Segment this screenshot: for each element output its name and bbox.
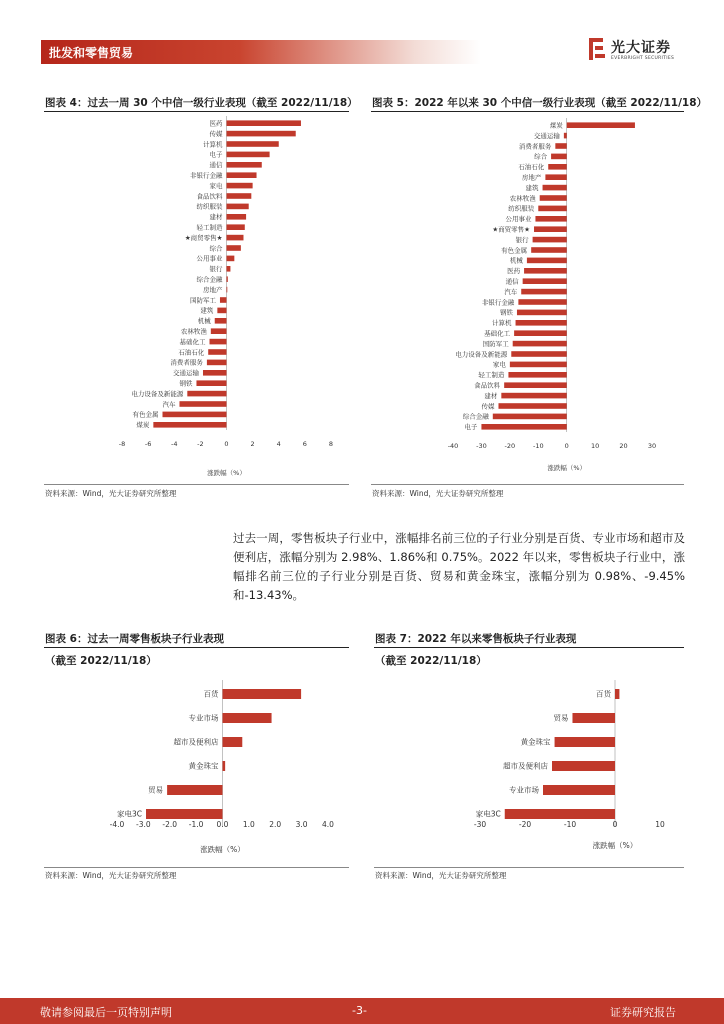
fig5-bar	[510, 362, 567, 368]
fig6-rule	[44, 647, 349, 648]
fig6-source: 资料来源：Wind，光大证券研究所整理	[45, 871, 177, 880]
fig4-bar	[227, 276, 228, 282]
fig5-tick-label: -10	[532, 442, 544, 450]
fig6-category-label: 黄金珠宝	[188, 761, 219, 771]
fig5-bar	[535, 216, 566, 222]
brand-name: 光大证券	[611, 40, 671, 56]
fig4-bar	[207, 360, 227, 366]
fig4-category-label: 非银行金融	[190, 171, 223, 180]
fig6-category-label: 百货	[203, 689, 219, 699]
fig4-tick-label: -2	[197, 440, 204, 448]
fig4-category-label: 钢铁	[179, 379, 193, 388]
fig4-category-label: 建筑	[200, 306, 214, 315]
fig7-rule	[374, 647, 684, 648]
fig6-bar	[223, 737, 243, 747]
fig4-bar	[227, 256, 235, 262]
fig5-bar	[508, 372, 566, 378]
section-title: 批发和零售贸易	[49, 46, 134, 60]
fig6-x-axis-label: 涨跌幅（%）	[200, 845, 245, 854]
fig5-bar	[493, 414, 567, 420]
fig5-bar	[513, 341, 567, 347]
fig4-tick-label: 2	[250, 440, 255, 448]
page-header	[0, 0, 724, 70]
fig7-title: 图表 7：2022 年以来零售板块子行业表现	[375, 633, 577, 645]
fig4-bar	[187, 391, 226, 397]
fig5-category-label: 钢铁	[499, 308, 513, 317]
fig4-chart	[44, 114, 349, 482]
fig4-bar	[220, 297, 227, 303]
fig5-bar	[527, 258, 567, 264]
fig4-source: 资料来源：Wind，光大证券研究所整理	[45, 489, 177, 498]
fig4-tick-label: -4	[171, 440, 178, 448]
fig5-category-label: 计算机	[492, 319, 512, 328]
body-paragraph: 过去一周，零售板块子行业中，涨幅排名前三位的子行业分别是百货、专业市场和超市及便利店，涨幅分别为 2.98%、1.86%和 0.75%。2022 年以来，零售板块子行业中，涨幅排名前三位的子行业分别是百货、贸易和黄金珠宝，涨幅分别为 0.98%、-9.45%和-13.43%。	[233, 531, 685, 602]
fig4-bar	[227, 245, 241, 251]
fig7-source: 资料来源：Wind，光大证券研究所整理	[375, 871, 507, 880]
fig5-bar	[514, 330, 567, 336]
fig5-category-label: 煤炭	[549, 121, 563, 130]
fig5-category-label: 综合	[534, 152, 548, 161]
fig5-x-axis-label: 涨跌幅（%）	[547, 464, 587, 472]
fig4-category-label: 煤炭	[136, 421, 150, 430]
fig5-category-label: 医药	[507, 267, 521, 276]
fig4-bar	[227, 183, 253, 189]
fig4-rule	[44, 111, 349, 112]
fig7-bar	[615, 689, 619, 699]
fig6-category-label: 贸易	[148, 785, 164, 795]
fig4-category-label: 纺织服装	[196, 202, 223, 211]
fig5-category-label: 食品饮料	[474, 381, 501, 390]
fig6-category-label: 家电3C	[116, 809, 143, 819]
fig4-category-label: 国防军工	[189, 296, 216, 305]
fig4-category-label: 基础化工	[179, 337, 206, 346]
page-number: -3-	[352, 1004, 367, 1017]
fig5-category-label: 有色金属	[501, 246, 528, 255]
fig6-chart	[44, 672, 349, 864]
fig4-category-label: 建材	[209, 213, 223, 222]
fig5-category-label: 电子	[464, 423, 478, 432]
fig4-tick-label: 8	[328, 440, 334, 448]
fig5-bar	[551, 154, 567, 160]
fig5-bar	[501, 393, 566, 399]
fig4-bar	[227, 224, 245, 230]
fig4-tick-label: -6	[144, 440, 152, 448]
fig5-category-label: 公用事业	[505, 215, 532, 224]
fig4-category-label: 有色金属	[132, 410, 159, 419]
fig6-bar	[146, 809, 222, 819]
fig5-bar	[538, 206, 566, 212]
fig5-chart	[371, 114, 684, 482]
fig7-tick-label: -30	[473, 820, 487, 829]
fig4-category-label: 交通运输	[172, 369, 199, 378]
fig5-category-label: 建筑	[525, 183, 539, 192]
fig5-bar	[564, 133, 567, 139]
fig4-tick-label: 0	[224, 440, 229, 448]
fig4-category-label: 石油石化	[178, 348, 205, 357]
fig7-bar	[552, 761, 615, 771]
fig6-bar	[223, 761, 226, 771]
fig7-category-label: 贸易	[553, 713, 569, 723]
fig5-tick-label: 30	[647, 442, 657, 450]
fig4-category-label: 电子	[209, 150, 223, 159]
fig4-bar	[217, 308, 226, 314]
fig5-source: 资料来源：Wind，光大证券研究所整理	[372, 489, 504, 498]
fig5-bar	[516, 320, 567, 326]
fig6-title: 图表 6：过去一周零售板块子行业表现	[45, 633, 224, 645]
fig5-bar	[540, 195, 567, 201]
fig5-bar	[521, 289, 566, 295]
fig5-category-label: 消费者服务	[518, 142, 552, 151]
fig7-category-label: 专业市场	[509, 785, 539, 795]
fig6-bar	[167, 785, 222, 795]
fig5-bar	[523, 278, 567, 284]
fig6-bar	[223, 689, 302, 699]
fig5-category-label: ★商贸零售★	[492, 225, 531, 234]
fig5-title: 图表 5：2022 年以来 30 个中信一级行业表现（截至 2022/11/18）	[372, 97, 708, 109]
fig5-category-label: 建材	[484, 391, 498, 400]
fig5-bar	[524, 268, 567, 274]
fig5-category-label: 石油石化	[518, 163, 545, 172]
fig5-category-label: 综合金融	[462, 412, 489, 421]
fig7-bar	[555, 737, 615, 747]
fig6-tick-label: -4.0	[109, 820, 125, 829]
fig4-category-label: 公用事业	[196, 254, 223, 263]
fig5-bar	[511, 351, 566, 357]
fig4-category-label: 农林牧渔	[180, 327, 207, 336]
fig6-tick-label: 4.0	[322, 820, 334, 829]
fig7-tick-label: -20	[518, 820, 532, 829]
fig5-bar	[555, 143, 566, 149]
fig4-category-label: 食品饮料	[196, 192, 223, 201]
fig6-tick-label: -3.0	[136, 820, 151, 829]
fig5-tick-label: -20	[504, 442, 516, 450]
fig7-chart	[374, 672, 684, 864]
fig5-tick-label: -40	[447, 442, 459, 450]
fig6-tick-label: -2.0	[162, 820, 178, 829]
fig7-x-axis-label: 涨跌幅（%）	[592, 841, 638, 850]
fig5-category-label: 房地产	[521, 173, 542, 182]
fig5-bar	[531, 247, 567, 253]
fig5-bar	[481, 424, 566, 430]
fig4-bar	[208, 349, 226, 355]
fig4-category-label: 综合	[209, 244, 223, 253]
fig7-category-label: 黄金珠宝	[520, 737, 551, 747]
fig5-tick-label: 0	[564, 442, 569, 450]
fig4-category-label: 通信	[209, 161, 223, 170]
fig4-category-label: 电力设备及新能源	[131, 389, 184, 398]
fig5-bar	[545, 174, 566, 180]
fig7-bar	[572, 713, 615, 723]
fig5-category-label: 轻工制造	[478, 371, 505, 380]
fig4-bar	[227, 204, 249, 210]
brand-logo	[587, 36, 687, 66]
fig5-category-label: 家电	[492, 360, 506, 369]
fig5-bar	[518, 299, 566, 305]
fig7-tick-label: 10	[655, 820, 665, 829]
fig5-bar	[498, 403, 566, 409]
fig5-tick-label: 10	[591, 442, 600, 450]
fig5-category-label: 传媒	[481, 402, 495, 411]
fig4-category-label: 轻工制造	[196, 223, 223, 232]
fig5-category-label: 国防军工	[482, 339, 509, 348]
fig5-category-label: 非银行金融	[481, 298, 515, 307]
fig5-rule	[371, 111, 684, 112]
fig5-bar	[533, 237, 567, 243]
fig6-category-label: 超市及便利店	[173, 737, 219, 747]
fig4-bar	[227, 235, 244, 241]
fig4-bar	[227, 287, 228, 293]
fig4-bar	[227, 266, 231, 272]
fig5-category-label: 汽车	[504, 287, 518, 296]
fig6-tick-label: 2.0	[269, 820, 282, 829]
fig4-bar	[227, 162, 262, 168]
fig7-category-label: 百货	[596, 689, 611, 699]
fig4-bar	[162, 412, 226, 418]
fig5-category-label: 通信	[505, 277, 519, 286]
fig4-category-label: 机械	[197, 317, 211, 326]
fig7-bottom-rule	[374, 867, 684, 868]
fig6-tick-label: -1.0	[188, 820, 204, 829]
fig5-tick-label: 20	[619, 442, 628, 450]
fig7-bar	[543, 785, 615, 795]
fig4-tick-label: 4	[276, 440, 281, 448]
fig6-category-label: 专业市场	[188, 713, 219, 723]
fig5-category-label: 机械	[509, 256, 523, 265]
fig4-bar	[227, 141, 279, 147]
fig4-bar	[179, 401, 226, 407]
fig5-category-label: 基础化工	[484, 329, 511, 338]
fig4-category-label: 计算机	[203, 140, 223, 149]
fig5-bar	[517, 310, 567, 316]
brand-logo-icon	[587, 36, 607, 62]
fig4-bar	[210, 339, 227, 345]
fig6-tick-label: 3.0	[295, 820, 308, 829]
fig4-category-label: 房地产	[203, 285, 223, 294]
fig4-category-label: ★商贸零售★	[184, 233, 223, 242]
fig5-bottom-rule	[371, 484, 684, 485]
page-footer	[0, 998, 724, 1024]
fig6-subtitle: （截至 2022/11/18）	[45, 655, 157, 667]
fig4-tick-label: 6	[302, 440, 307, 448]
fig4-bar	[227, 152, 270, 158]
fig7-tick-label: -10	[563, 820, 577, 829]
fig4-bar	[227, 214, 247, 220]
fig5-bar	[548, 164, 566, 170]
fig4-title: 图表 4：过去一周 30 个中信一级行业表现（截至 2022/11/18）	[45, 97, 358, 109]
brand-name-en: EVERBRIGHT SECURITIES	[611, 56, 675, 61]
fig4-bar	[203, 370, 227, 376]
fig4-bar	[211, 328, 227, 334]
fig6-bottom-rule	[44, 867, 349, 868]
footer-report-type: 证券研究报告	[610, 1006, 676, 1019]
fig4-bottom-rule	[44, 484, 349, 485]
fig4-tick-label: -8	[118, 440, 126, 448]
fig5-category-label: 交通运输	[533, 131, 560, 140]
fig4-bar	[227, 120, 301, 126]
fig4-category-label: 家电	[209, 181, 223, 190]
fig6-tick-label: 1.0	[242, 820, 255, 829]
fig4-category-label: 汽车	[162, 400, 176, 409]
fig5-bar	[534, 226, 567, 232]
fig5-bar	[504, 382, 567, 388]
section-band	[41, 40, 481, 64]
fig4-bar	[227, 193, 252, 199]
fig7-category-label: 家电3C	[475, 809, 501, 819]
fig4-x-axis-label: 涨跌幅（%）	[207, 469, 246, 477]
fig4-bar	[196, 380, 226, 386]
fig4-category-label: 综合金融	[196, 275, 223, 284]
fig7-category-label: 超市及便利店	[503, 761, 548, 771]
fig4-bar	[227, 131, 296, 137]
fig4-bar	[227, 172, 257, 178]
fig5-category-label: 农林牧渔	[509, 194, 536, 203]
fig6-bar	[223, 713, 272, 723]
fig5-bar	[543, 185, 567, 191]
fig6-tick-label: 0.0	[216, 820, 229, 829]
fig4-bar	[215, 318, 227, 324]
fig5-tick-label: -30	[476, 442, 487, 450]
fig4-category-label: 医药	[209, 119, 223, 128]
fig5-category-label: 电力设备及新能源	[455, 350, 508, 359]
footer-disclaimer: 敬请参阅最后一页特别声明	[40, 1006, 172, 1019]
fig4-category-label: 消费者服务	[170, 358, 203, 367]
fig4-bar	[153, 422, 226, 428]
fig7-bar	[505, 809, 615, 819]
fig5-category-label: 银行	[515, 235, 529, 244]
fig7-tick-label: 0	[612, 820, 618, 829]
fig5-category-label: 纺织服装	[508, 204, 535, 213]
fig4-category-label: 传媒	[209, 129, 223, 138]
fig4-category-label: 银行	[209, 265, 223, 274]
fig5-bar	[567, 122, 635, 128]
fig7-subtitle: （截至 2022/11/18）	[375, 655, 487, 667]
